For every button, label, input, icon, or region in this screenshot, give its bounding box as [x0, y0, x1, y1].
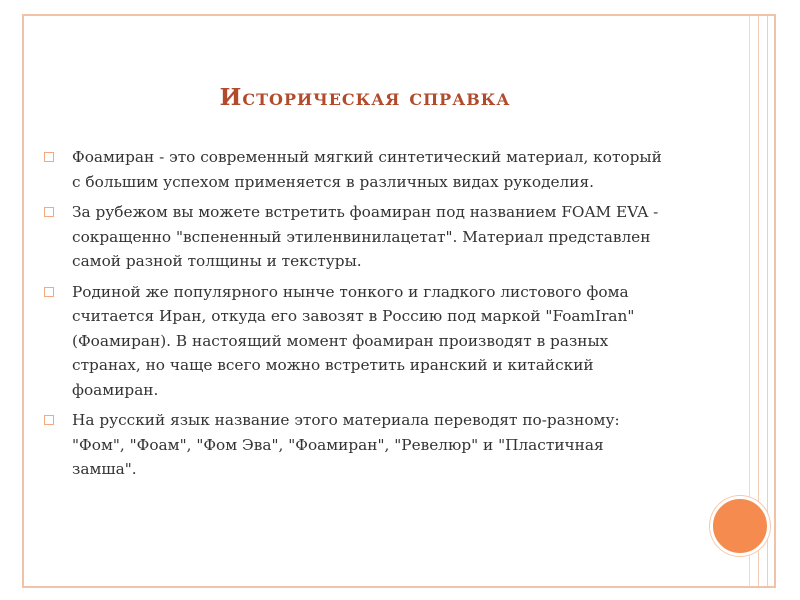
decorative-circle [710, 496, 770, 556]
bullet-item [44, 280, 664, 403]
square-bullet-icon [44, 287, 54, 297]
bullet-text: Фоамиран - это современный мягкий синтетический материал, который с большим успехом применяется в различных видах рукоделия. [72, 148, 662, 191]
bullet-text: На русский язык название этого материала переводят по-разному: "Фом", "Фоам", "Фом Эва", "Фоамиран", "Ревелюр" и "Пластичная замша". [72, 411, 620, 478]
square-bullet-icon [44, 152, 54, 162]
square-bullet-icon [44, 207, 54, 217]
frame-decorative-strip [758, 16, 768, 586]
bullet-text: Родиной же популярного нынче тонкого и гладкого листового фома считается Иран, откуда его завозят в Россию под маркой "FoamIran" (Фоамиран). В настоящий момент фоамиран производят в разных странах, но чаще всего можно встретить иранский и китайский фоамиран. [72, 282, 635, 399]
bullet-text: За рубежом вы можете встретить фоамиран под названием FOAM EVA - сокращенно "вспененный этиленвинилацетат". Материал представлен самой разной толщины и текстуры. [72, 203, 659, 270]
square-bullet-icon [44, 415, 54, 425]
slide-title: Историческая справка [219, 84, 511, 111]
bullet-list [44, 145, 664, 488]
bullet-item [44, 200, 664, 274]
bullet-item [44, 408, 664, 482]
bullet-item [44, 145, 664, 194]
